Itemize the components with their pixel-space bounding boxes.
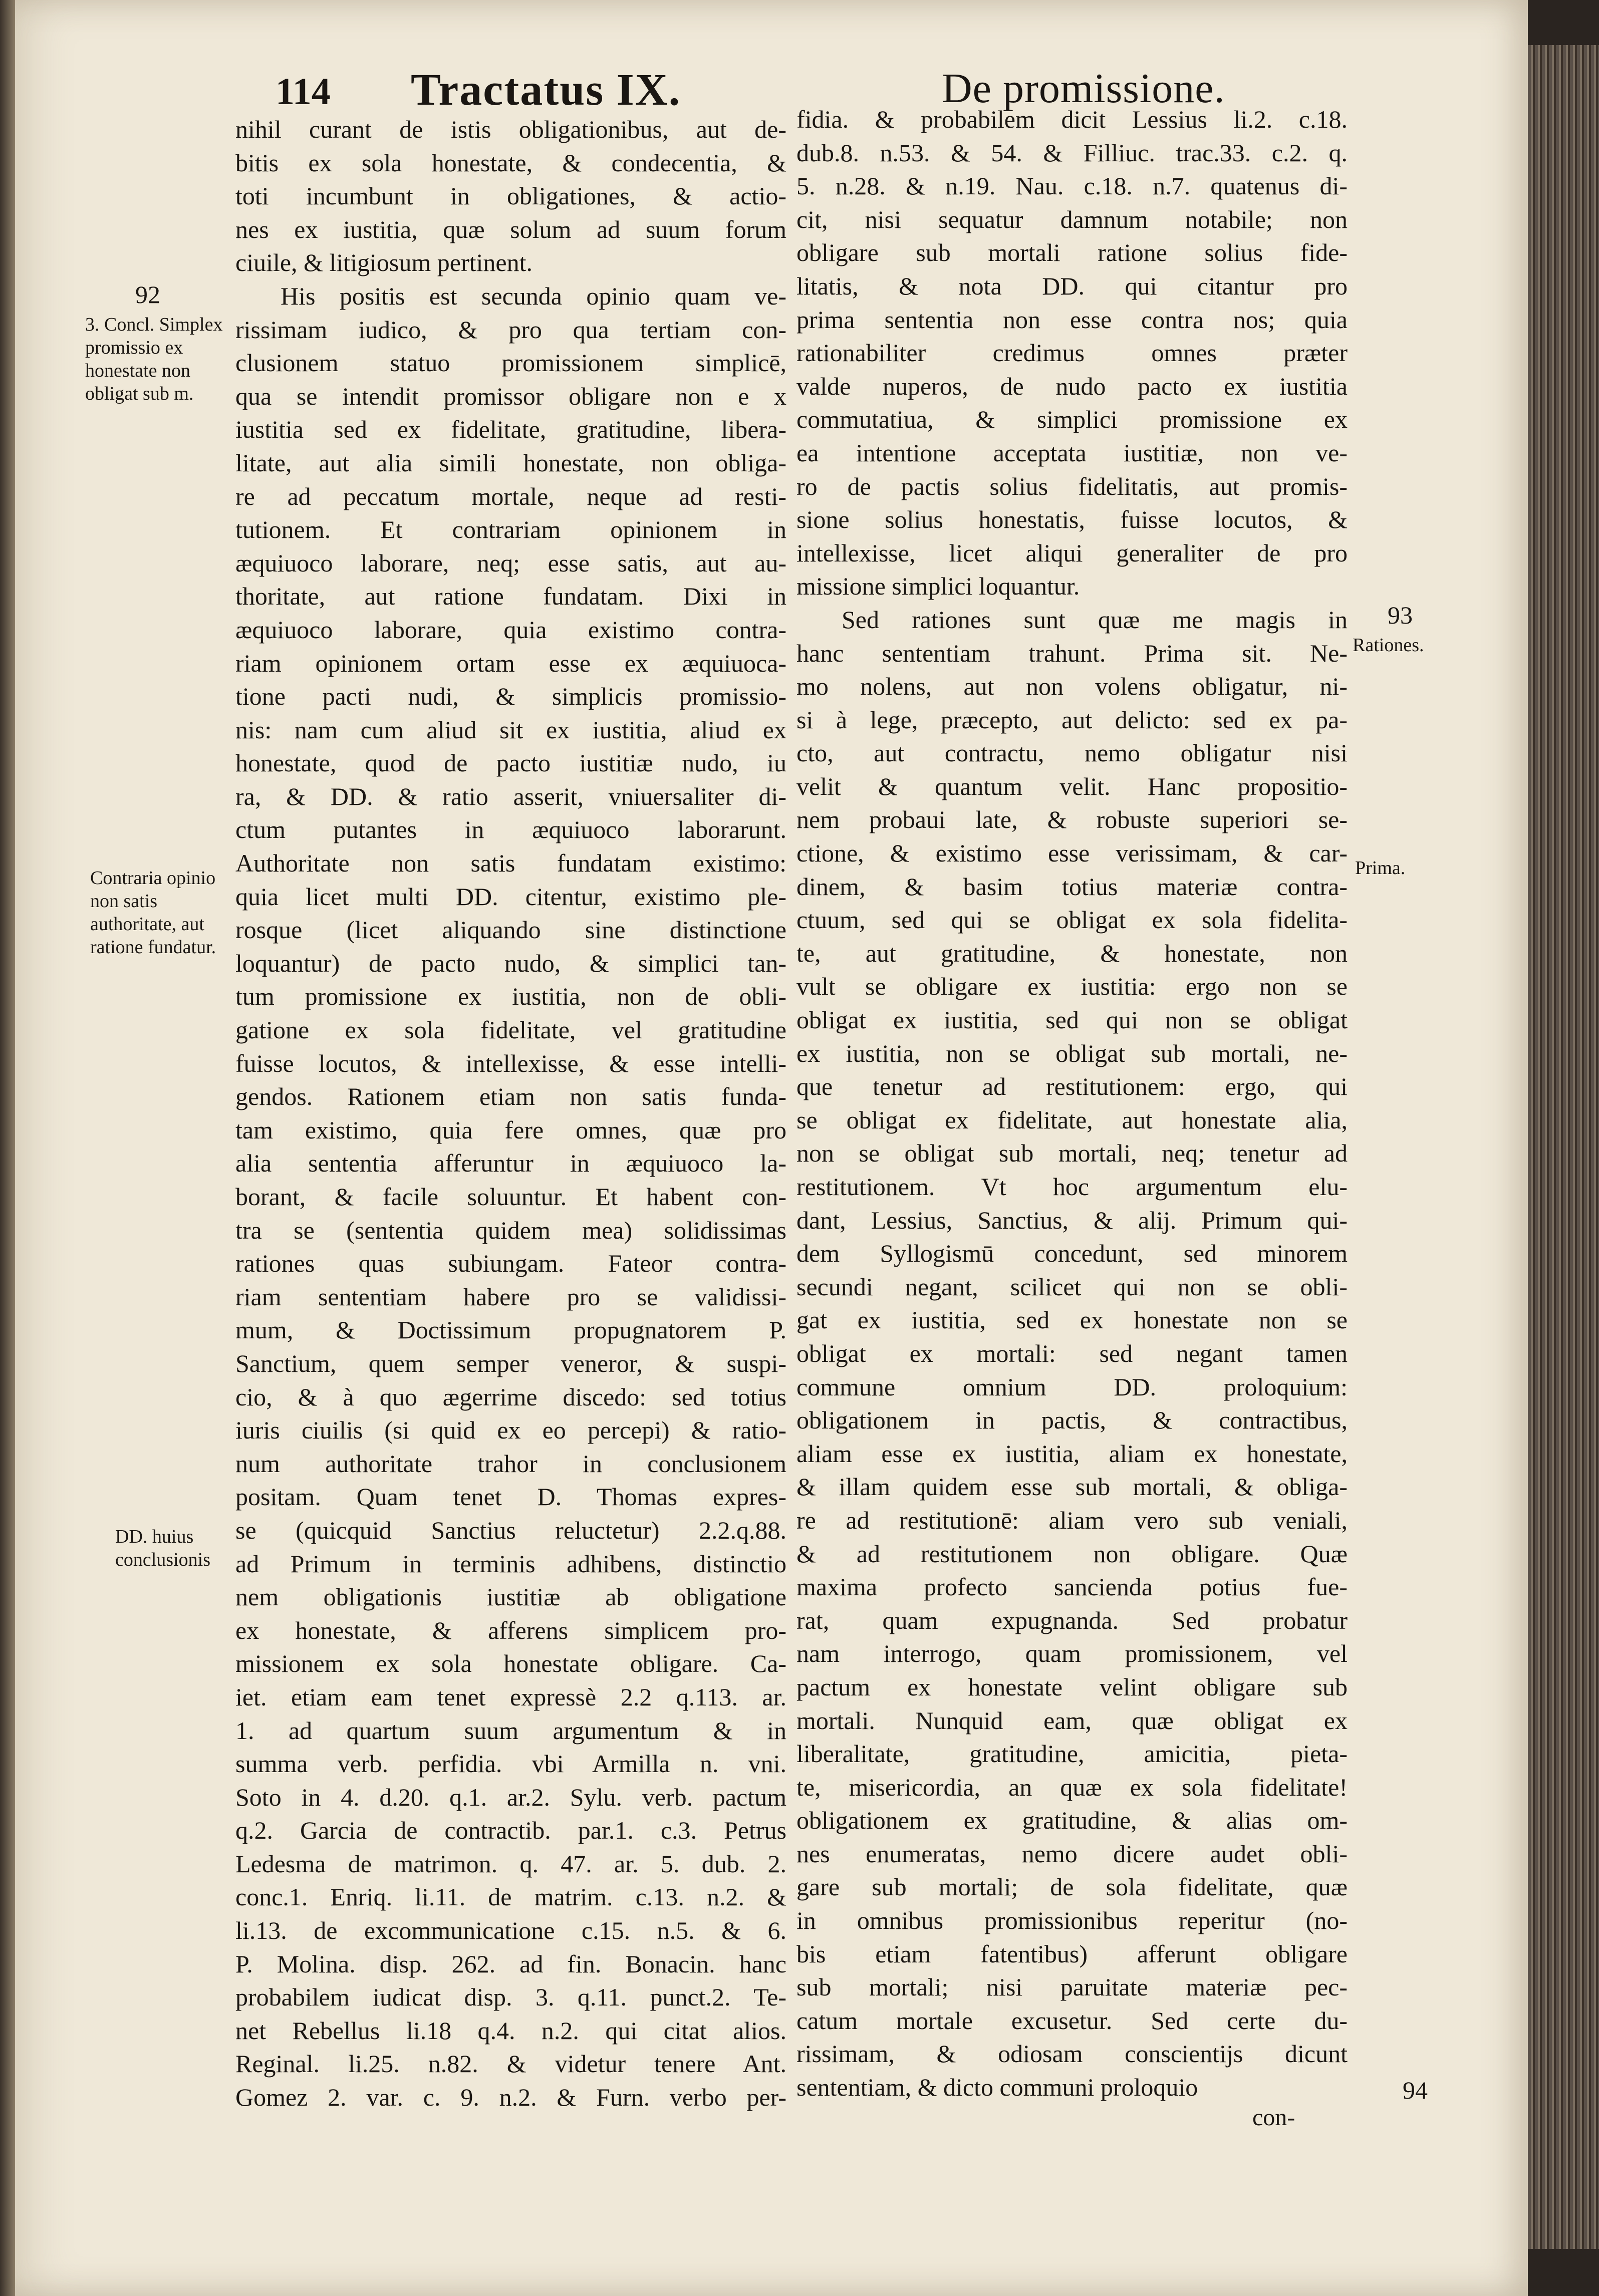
text-line: q.2. Garcia de contractib. par.1. c.3. Petrus [235, 1816, 786, 1845]
text-line: restitutionem. Vt hoc argumentum elu- [796, 1173, 1348, 1201]
text-line: velit & quantum velit. Hanc propositio- [796, 772, 1348, 800]
text-line: iet. etiam eam tenet expressè 2.2 q.113. ar. [235, 1682, 786, 1711]
text-line: nes ex iustitia, quæ solum ad suum forum [235, 215, 786, 243]
marginal-note-prima: Prima. [1355, 857, 1406, 879]
running-title-right: De promissione. [942, 65, 1225, 112]
text-line: dub.8. n.53. & 54. & Filliuc. trac.33. c.2. q. [796, 138, 1348, 167]
text-line: dem Syllogismū concedunt, sed minorem [796, 1239, 1348, 1268]
text-line: commutatiua, & simplici promissione ex [796, 405, 1348, 434]
marginal-note-contraria: Contraria opinio non satis authoritate, aut ratione fundatur. [90, 868, 216, 958]
text-line: dant, Lessius, Sanctius, & alij. Primum qui- [796, 1206, 1348, 1234]
text-line: catum mortale excusetur. Sed certe du- [796, 2006, 1348, 2035]
book-page [15, 0, 1528, 2296]
text-line: conc.1. Enriq. li.11. de matrim. c.13. n.2. & [235, 1883, 786, 1911]
text-line: cit, nisi sequatur damnum notabile; non [796, 205, 1348, 233]
text-line: tra se (sententia quidem mea) solidissimas [235, 1216, 786, 1244]
text-line: se obligat ex fidelitate, aut honestate alia, [796, 1105, 1348, 1134]
text-line: Sanctium, quem semper veneror, & suspi- [235, 1349, 786, 1377]
marginal-note-conclusion: 3. Concl. Simplex promissio ex honestate non obligat sub m. [85, 314, 223, 404]
text-line: gare sub mortali; de sola fidelitate, quæ [796, 1873, 1348, 1901]
text-line: rosque (licet aliquando sine distinctione [235, 916, 786, 944]
text-line: que tenetur ad restitutionem: ergo, qui [796, 1072, 1348, 1101]
text-line: obligare sub mortali ratione solius fide- [796, 238, 1348, 267]
text-line: nem probaui late, & robuste superiori se- [796, 805, 1348, 834]
text-line: Gomez 2. var. c. 9. n.2. & Furn. verbo per- [235, 2083, 786, 2112]
text-line: riam sententiam habere pro se validissi- [235, 1282, 786, 1311]
text-line: mortali. Nunquid eam, quæ obligat ex [796, 1706, 1348, 1735]
text-line: ctum putantes in æquiuoco laborarunt. [235, 815, 786, 844]
text-line: num authoritate trahor in conclusionem [235, 1449, 786, 1478]
text-line: Soto in 4. d.20. q.1. ar.2. Sylu. verb. pactum [235, 1783, 786, 1811]
text-line: prima sententia non esse contra nos; quia [796, 305, 1348, 334]
left-text-column [235, 113, 786, 2114]
text-line: hanc sententiam trahunt. Prima sit. Ne- [796, 639, 1348, 667]
text-line: gendos. Rationem etiam non satis funda- [235, 1082, 786, 1111]
text-line: gat ex iustitia, sed ex honestate non se [796, 1306, 1348, 1334]
text-line: vult se obligare ex iustitia: ergo non se [796, 972, 1348, 1001]
text-line: iustitia sed ex fidelitate, gratitudine, libera- [235, 415, 786, 444]
text-line: 1. ad quartum suum argumentum & in [235, 1716, 786, 1745]
text-line: ro de pactis solius fidelitatis, aut promis- [796, 472, 1348, 500]
text-line: iuris ciuilis (si quid ex eo percepi) & ratio- [235, 1416, 786, 1445]
text-line: ciuile, & litigiosum pertinent. [235, 248, 532, 277]
text-line: borant, & facile soluuntur. Et habent con- [235, 1183, 786, 1211]
text-line: cio, & à quo ægerrime discedo: sed totius [235, 1382, 786, 1411]
marginal-number-94: 94 [1403, 2076, 1428, 2104]
text-line: ctuum, sed qui se obligat ex sola fidelita- [796, 906, 1348, 934]
text-line: bitis ex sola honestate, & condecentia, & [235, 148, 786, 177]
text-line: cto, aut contractu, nemo obligatur nisi [796, 739, 1348, 767]
text-line: sub mortali; nisi paruitate materiæ pec- [796, 1973, 1348, 2001]
text-line: qua se intendit promissor obligare non e x [235, 382, 786, 410]
text-line: & ad restitutionem non obligare. Quæ [796, 1539, 1348, 1568]
text-line: gatione ex sola fidelitate, vel gratitudine [235, 1016, 786, 1044]
text-line: commune omnium DD. proloquium: [796, 1372, 1348, 1401]
text-line: nis: nam cum aliud sit ex iustitia, aliud ex [235, 715, 786, 744]
text-line: litatis, & nota DD. qui citantur pro [796, 271, 1348, 300]
text-line: non se obligat sub mortali, neq; tenetur ad [796, 1139, 1348, 1168]
text-line: obligat ex mortali: sed negant tamen [796, 1339, 1348, 1367]
text-line: fidia. & probabilem dicit Lessius li.2. c.18. [796, 105, 1348, 133]
text-line: 5. n.28. & n.19. Nau. c.18. n.7. quatenus di- [796, 172, 1348, 200]
text-line: secundi negant, scilicet qui non se obli- [796, 1272, 1348, 1301]
text-line: Sed rationes sunt quæ me magis in [842, 605, 1348, 634]
text-line: dinem, & basim totius materiæ contra- [796, 872, 1348, 901]
text-line: mum, & Doctissimum propugnatorem P. [235, 1316, 786, 1344]
page-number: 114 [276, 71, 331, 113]
text-line: P. Molina. disp. 262. ad fin. Bonacin. hanc [235, 1949, 786, 1978]
text-line: probabilem iudicat disp. 3. q.11. punct.2. Te- [235, 1983, 786, 2012]
text-line: fuisse locutos, & intellexisse, & esse intelli- [235, 1049, 786, 1077]
page-fore-edge [1528, 45, 1599, 2249]
text-line: His positis est secunda opinio quam ve- [281, 281, 786, 310]
text-line: & illam quidem esse sub mortali, & obliga- [796, 1473, 1348, 1501]
text-line: rationabiliter credimus omnes præter [796, 339, 1348, 367]
text-line: net Rebellus li.18 q.4. n.2. qui citat alios. [235, 2016, 786, 2045]
text-line: toti incumbunt in obligationes, & actio- [235, 182, 786, 210]
text-line: thoritate, aut ratione fundatam. Dixi in [235, 582, 786, 611]
text-line: si à lege, præcepto, aut delicto: sed ex pa- [796, 705, 1348, 734]
text-line: alia sententia afferuntur in æquiuoco la- [235, 1149, 786, 1178]
text-line: maxima profecto sancienda potius fue- [796, 1573, 1348, 1601]
text-line: liberalitate, gratitudine, amicitia, pieta- [796, 1740, 1348, 1768]
text-line: missionem ex sola honestate obligare. Ca- [235, 1649, 786, 1678]
text-line: mo nolens, aut non volens obligatur, ni- [796, 672, 1348, 701]
text-line: æquiuoco laborare, quia existimo contra- [235, 615, 786, 644]
marginal-number-92: 92 [135, 280, 160, 309]
text-line: re ad restitutionē: aliam vero sub veniali, [796, 1506, 1348, 1534]
text-line: tum promissione ex iustitia, non de obli- [235, 982, 786, 1011]
text-line: missione simplici loquantur. [796, 572, 1080, 601]
text-line: intellexisse, licet aliqui generaliter de pro [796, 538, 1348, 567]
text-line: pactum ex honestate velint obligare sub [796, 1672, 1348, 1701]
text-line: te, misericordia, an quæ ex sola fidelitate! [796, 1773, 1348, 1801]
running-title-left: Tractatus IX. [411, 65, 681, 115]
text-line: valde nuperos, de nudo pacto ex iustitia [796, 372, 1348, 400]
text-line: li.13. de excommunicatione c.15. n.5. & 6. [235, 1916, 786, 1945]
text-line: bis etiam fatentibus) afferunt obligare [796, 1939, 1348, 1968]
text-line: summa verb. perfidia. vbi Armilla n. vni. [235, 1750, 786, 1778]
text-line: clusionem statuo promissionem simplicē, [235, 349, 786, 377]
text-line: Authoritate non satis fundatam existimo: [235, 849, 786, 878]
marginal-number-93: 93 [1388, 601, 1413, 629]
book-gutter [0, 0, 15, 2296]
text-line: ad Primum in terminis adhibens, distinctio [235, 1549, 786, 1578]
text-line: nes enumeratas, nemo dicere audet obli- [796, 1839, 1348, 1868]
text-line: re ad peccatum mortale, neque ad resti- [235, 482, 786, 510]
text-line: rationes quas subiungam. Fateor contra- [235, 1249, 786, 1278]
text-line: tione pacti nudi, & simplicis promissio- [235, 682, 786, 711]
text-line: ex honestate, & afferens simplicem pro- [235, 1616, 786, 1644]
text-line: litate, aut alia simili honestate, non obliga- [235, 448, 786, 477]
text-line: obligat ex iustitia, sed qui non se obligat [796, 1006, 1348, 1034]
text-line: te, aut gratitudine, & honestate, non [796, 939, 1348, 967]
text-line: aliam esse ex iustitia, aliam ex honestate, [796, 1439, 1348, 1468]
text-line: nem obligationis iustitiæ ab obligatione [235, 1583, 786, 1611]
text-line: ctione, & existimo esse verissimam, & car- [796, 839, 1348, 868]
text-line: nam interrogo, quam promissionem, vel [796, 1639, 1348, 1668]
marginal-note-rationes: Rationes. [1353, 635, 1424, 656]
text-line: æquiuoco laborare, neq; esse satis, aut au- [235, 548, 786, 577]
text-line: ex iustitia, non se obligat sub mortali, ne- [796, 1039, 1348, 1067]
text-line: tutionem. Et contrariam opinionem in [235, 515, 786, 544]
text-line: obligationem in pactis, & contractibus, [796, 1406, 1348, 1434]
marginal-note-dd-huius: DD. huius conclusionis [115, 1526, 210, 1570]
catchword: con- [1252, 2104, 1295, 2131]
text-line: nihil curant de istis obligationibus, aut de- [235, 115, 786, 143]
text-line: rissimam iudico, & pro qua tertiam con- [235, 315, 786, 344]
text-line: Reginal. li.25. n.82. & videtur tenere Ant. [235, 2050, 786, 2078]
text-line: riam opinionem ortam esse ex æquiuoca- [235, 649, 786, 677]
text-line: quia licet multi DD. citentur, existimo ple- [235, 882, 786, 911]
text-line: ea intentione acceptata iustitiæ, non ve- [796, 438, 1348, 467]
text-line: ra, & DD. & ratio asserit, vniuersaliter di- [235, 782, 786, 810]
text-line: tam existimo, quia fere omnes, quæ pro [235, 1115, 786, 1144]
text-line: sententiam, & dicto communi proloquio [796, 2073, 1198, 2102]
text-line: honestate, quod de pacto iustitiæ nudo, iu [235, 749, 786, 777]
right-text-column [796, 103, 1348, 2104]
text-line: in omnibus promissionibus reperitur (no- [796, 1906, 1348, 1935]
text-line: se (quicquid Sanctius reluctetur) 2.2.q.88. [235, 1516, 786, 1544]
text-line: loquantur) de pacto nudo, & simplici tan- [235, 949, 786, 977]
text-line: rat, quam expugnanda. Sed probatur [796, 1606, 1348, 1634]
text-line: positam. Quam tenet D. Thomas expres- [235, 1483, 786, 1511]
text-line: rissimam, & odiosam conscientijs dicunt [796, 2040, 1348, 2068]
text-line: obligationem ex gratitudine, & alias om- [796, 1806, 1348, 1835]
text-line: Ledesma de matrimon. q. 47. ar. 5. dub. 2. [235, 1849, 786, 1878]
text-line: sione solius honestatis, fuisse locutos, & [796, 505, 1348, 534]
